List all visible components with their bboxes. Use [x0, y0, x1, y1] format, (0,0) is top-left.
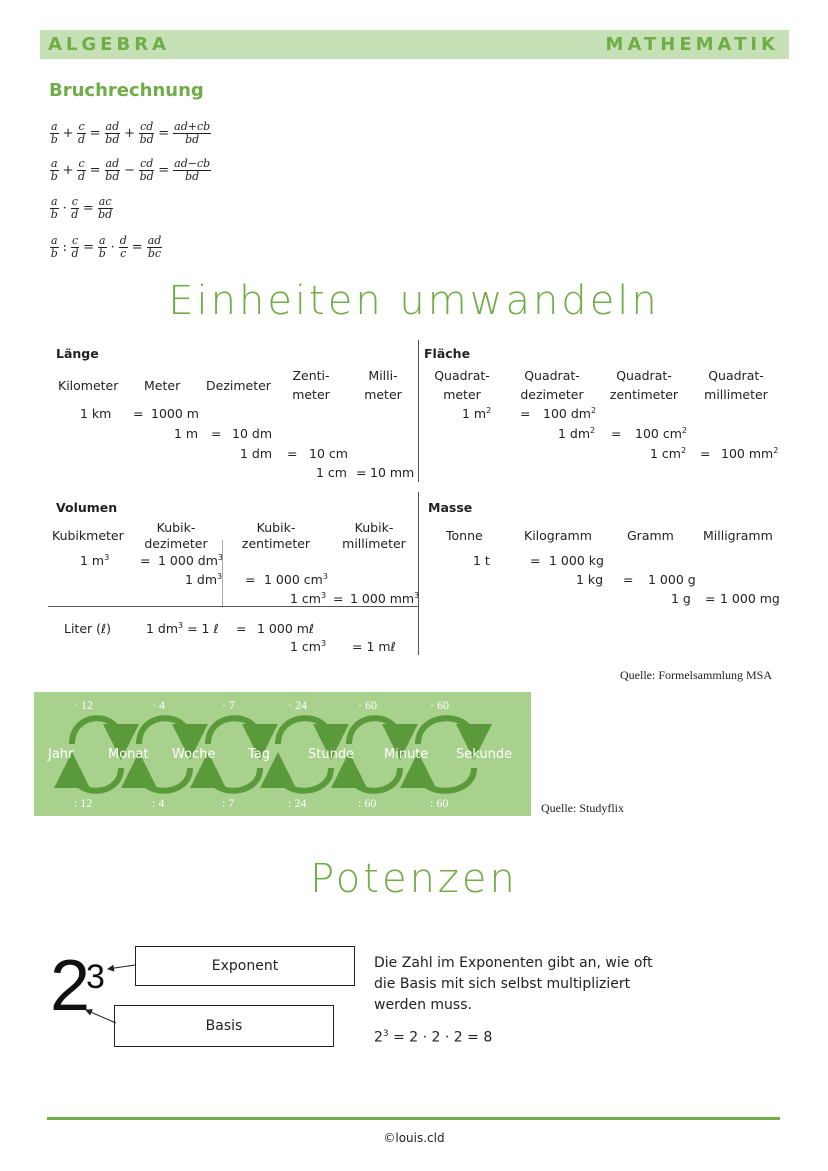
masse-col-mg: Milligramm [703, 528, 773, 543]
laenge-r3-b: 10 cm [309, 446, 348, 461]
time-unit-jahr: Jahr [48, 747, 74, 762]
flaeche-r1-eq: = [520, 406, 531, 421]
formula-addition: $\frac{a}{b}$ + $\frac{c}{d}$ = $\frac{ad}{bd}$ + $\frac{cd}{bd}$ = $\frac{ad+cb}{bd}$ [50, 120, 211, 146]
section-title-einheiten: Einheiten umwandeln [168, 278, 660, 324]
arrow-forward [139, 718, 190, 744]
time-unit-tag: Tag [248, 747, 271, 762]
header-right: MATHEMATIK [605, 34, 779, 55]
masse-col-kg: Kilogramm [524, 528, 592, 543]
volumen-title: Volumen [56, 500, 118, 515]
divider-vertical-bottom [418, 492, 419, 655]
power-base: 2 [50, 946, 91, 1026]
flaeche-r2-b: 100 $cm^2$ [635, 426, 687, 442]
time-conversion-panel [34, 692, 531, 816]
factor-top-2: · 4 [152, 698, 165, 712]
volumen-r3-eq: = [333, 591, 344, 606]
arrow-backward [72, 768, 121, 791]
laenge-r2-a: 1 m [174, 426, 199, 441]
laenge-title: Länge [56, 346, 99, 361]
laenge-r2-eq: = [211, 426, 222, 441]
power-exponent: 3 [86, 958, 105, 996]
arrow-backward [208, 768, 260, 791]
laenge-r1-b: 1000 m [151, 406, 199, 421]
masse-r3-eq: = [705, 591, 716, 606]
arrow-forward [208, 718, 260, 744]
laenge-col-cm-1: Zenti- [292, 368, 330, 383]
masse-r2-eq: = [623, 572, 634, 587]
header-left: ALGEBRA [48, 34, 170, 55]
laenge-r2-b: 10 dm [232, 426, 272, 441]
arrow-backward [139, 768, 190, 791]
volumen-r2-eq: = [245, 572, 256, 587]
volumen-r2-b: 1 000 $cm^3$ [264, 572, 328, 588]
masse-r1-a: 1 t [473, 553, 490, 568]
laenge-r1-a: 1 km [80, 406, 112, 421]
laenge-r3-a: 1 dm [240, 446, 273, 461]
masse-r3-a: 1 g [671, 591, 691, 606]
source-formelsammlung: Quelle: Formelsammlung MSA [620, 668, 772, 682]
laenge-col-mm-1: Milli- [368, 368, 398, 383]
volumen-col-cm3-1: Kubik- [256, 520, 296, 535]
volumen-col-dm3-2: dezimeter [144, 536, 208, 551]
source-studyflix: Quelle: Studyflix [541, 801, 624, 815]
flaeche-r1-b: 100 $dm^2$ [543, 406, 597, 422]
masse-title: Masse [428, 500, 473, 515]
flaeche-title: Fläche [424, 346, 471, 361]
time-unit-sekunde: Sekunde [456, 747, 513, 762]
laenge-r1-eq: = [133, 406, 144, 421]
liter-r1-a: 1 $dm^3 = 1$ ℓ [146, 621, 219, 637]
basis-label-box: Basis [114, 1005, 334, 1047]
laenge-r4-eq: = [356, 465, 367, 480]
flaeche-col-m2-1: Quadrat- [434, 368, 490, 383]
flaeche-col-dm2-2: dezimeter [520, 387, 584, 402]
arrow-backward [278, 768, 331, 791]
exponent-label-box: Exponent [135, 946, 355, 986]
masse-r2-a: 1 kg [576, 572, 604, 587]
factor-top-4: · 24 [288, 698, 307, 712]
time-unit-woche: Woche [172, 747, 216, 762]
laenge-r4-b: 10 mm [370, 465, 415, 480]
flaeche-r3-eq: = [700, 446, 711, 461]
laenge-col-mm-2: meter [364, 387, 402, 402]
time-unit-stunde: Stunde [308, 747, 355, 762]
divider-vertical-top [418, 340, 419, 482]
power-explanation: Die Zahl im Exponenten gibt an, wie oft die Basis mit sich selbst multipliziert werden muss. [374, 955, 653, 1013]
formula-multiplication: $\frac{a}{b}$ · $\frac{c}{d}$ = $\frac{ac}{bd}$ [50, 195, 113, 221]
masse-r3-b: 1 000 mg [720, 591, 780, 606]
factor-top-3: · 7 [222, 698, 235, 712]
factor-top-1: · 12 [74, 698, 93, 712]
volumen-r3-a: 1 $cm^3$ [290, 591, 327, 607]
arrow-forward [72, 718, 121, 744]
laenge-r3-eq: = [287, 446, 298, 461]
volumen-r1-a: 1 $m^3$ [80, 553, 110, 569]
formula-subtraction: $\frac{a}{b}$ + $\frac{c}{d}$ = $\frac{ad}{bd}$ − $\frac{cd}{bd}$ = $\frac{ad-cb}{bd}$ [50, 157, 211, 183]
flaeche-col-dm2-1: Quadrat- [524, 368, 580, 383]
formula-division: $\frac{a}{b}$ : $\frac{c}{d}$ = $\frac{a}{b}$ · $\frac{d}{c}$ = $\frac{ad}{bc}$ [50, 234, 162, 260]
arrow-forward [278, 718, 331, 744]
factor-bottom-1: : 12 [74, 796, 93, 810]
flaeche-r2-eq: = [611, 426, 622, 441]
section-title-potenzen: Potenzen [310, 856, 518, 902]
arrow-forward [418, 718, 474, 744]
flaeche-col-m2-2: meter [443, 387, 481, 402]
divider-vol-1 [222, 540, 223, 606]
volumen-r2-a: 1 $dm^3$ [185, 572, 223, 588]
flaeche-r2-a: 1 $dm^2$ [558, 426, 596, 442]
liter-label: Liter (ℓ) [64, 621, 112, 636]
masse-col-t: Tonne [446, 528, 483, 543]
liter-r1-b: 1 000 mℓ [257, 621, 315, 636]
volumen-col-mm3-2: millimeter [342, 536, 406, 551]
laenge-r4-a: 1 cm [316, 465, 347, 480]
laenge-col-dm: Dezimeter [206, 378, 271, 393]
masse-r1-b: 1 000 kg [549, 553, 604, 568]
laenge-col-km: Kilometer [58, 378, 119, 393]
flaeche-col-mm2-2: millimeter [704, 387, 768, 402]
volumen-col-dm3-1: Kubik- [156, 520, 196, 535]
arrow-backward [418, 768, 474, 791]
footer-credit: ©louis.cld [383, 1131, 445, 1145]
factor-bottom-3: : 7 [222, 796, 235, 810]
factor-top-5: · 60 [358, 698, 377, 712]
time-unit-monat: Monat [108, 747, 149, 762]
factor-bottom-5: : 60 [358, 796, 377, 810]
flaeche-r3-a: 1 $cm^2$ [650, 446, 687, 462]
factor-top-6: · 60 [430, 698, 449, 712]
header-bar [40, 30, 789, 59]
flaeche-r1-a: 1 $m^2$ [462, 406, 492, 422]
masse-r1-eq: = [530, 553, 541, 568]
laenge-col-m: Meter [144, 378, 181, 393]
masse-col-g: Gramm [627, 528, 674, 543]
volumen-r3-b: 1 000 $mm^3$ [350, 591, 420, 607]
power-example: $2^3 = 2 \cdot 2 \cdot 2 = 8$ [374, 1029, 493, 1046]
volumen-col-cm3-2: zentimeter [241, 536, 311, 551]
liter-r1-eq: = [236, 621, 247, 636]
footer-line [47, 1117, 780, 1120]
flaeche-col-cm2-2: zentimeter [609, 387, 679, 402]
factor-bottom-6: : 60 [430, 796, 449, 810]
arrow-forward [349, 718, 400, 744]
factor-bottom-4: : 24 [288, 796, 307, 810]
volumen-r1-b: 1 000 $dm^3$ [158, 553, 223, 569]
section-title-bruchrechnung: Bruchrechnung [49, 80, 204, 101]
flaeche-col-mm2-1: Quadrat- [708, 368, 764, 383]
volumen-col-m3: Kubikmeter [52, 528, 124, 543]
liter-r2-a: 1 $cm^3$ [290, 639, 327, 655]
flaeche-col-cm2-1: Quadrat- [616, 368, 672, 383]
flaeche-r3-b: 100 $mm^2$ [721, 446, 779, 462]
volumen-col-mm3-1: Kubik- [354, 520, 394, 535]
laenge-col-cm-2: meter [292, 387, 330, 402]
factor-bottom-2: : 4 [152, 796, 165, 810]
time-unit-minute: Minute [384, 747, 429, 762]
liter-r2-b: = 1 mℓ [352, 639, 396, 654]
volumen-r1-eq: = [140, 553, 151, 568]
arrow-backward [349, 768, 400, 791]
masse-r2-b: 1 000 g [648, 572, 696, 587]
